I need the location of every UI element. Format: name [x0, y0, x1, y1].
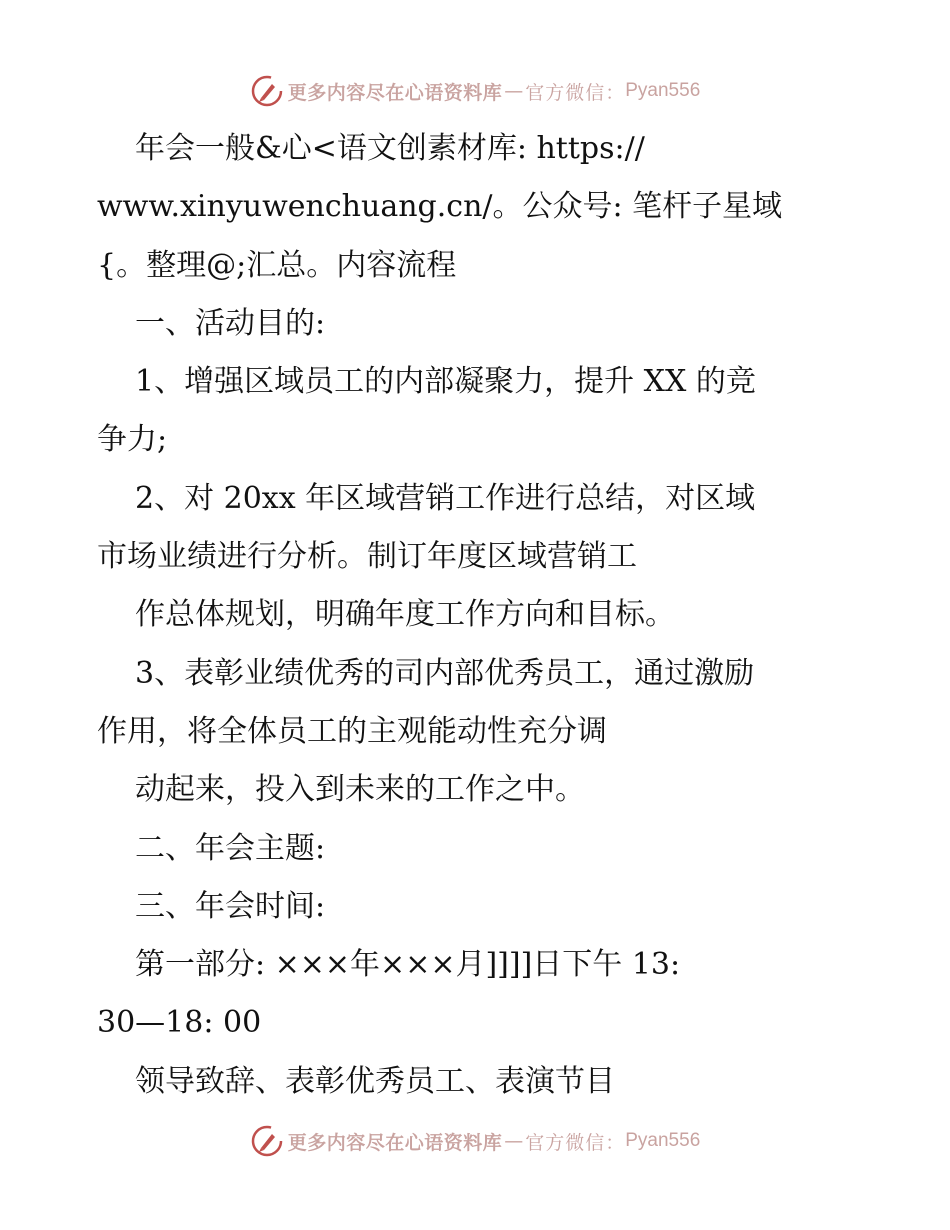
- banner-dash: —: [504, 1130, 524, 1152]
- document-body: [97, 120, 837, 1111]
- banner-official-label: 官方微信：: [525, 1131, 626, 1154]
- text-line: 3、表彰业绩优秀的司内部优秀员工，通过激励: [135, 655, 755, 691]
- text-line: 2、对 20xx 年区域营销工作进行总结，对区域: [135, 480, 756, 516]
- text-line: 领导致辞、表彰优秀员工、表演节目: [135, 1063, 615, 1099]
- text-line: 作总体规划，明确年度工作方向和目标。: [135, 597, 675, 633]
- text-line: 作用，将全体员工的主观能动性充分调: [97, 713, 607, 749]
- text-line: 年会一般&心<语文创素材库: https://: [135, 131, 645, 166]
- banner-slogan: 更多内容尽在心语资料库: [287, 1131, 503, 1154]
- text-line: 30—18: 00: [97, 1005, 262, 1041]
- header-banner: [0, 71, 950, 111]
- pen-icon: [250, 74, 284, 108]
- section-heading: 三、年会时间:: [135, 888, 326, 924]
- section-heading: 二、年会主题:: [135, 830, 326, 866]
- footer-banner: [0, 1121, 950, 1161]
- text-line: 争力;: [97, 422, 168, 458]
- section-heading: 一、活动目的:: [135, 305, 326, 341]
- text-line: {。整理@;汇总。内容流程: [97, 247, 457, 283]
- text-line: 市场业绩进行分析。制订年度区域营销工: [97, 539, 637, 575]
- pen-icon: [250, 1124, 284, 1158]
- banner-wechat-id: Pyan556: [625, 1130, 701, 1151]
- text-line: 第一部分: ×××年×××月]]]]日下午 13:: [135, 947, 681, 983]
- text-line: 1、增强区域员工的内部凝聚力，提升 XX 的竞: [135, 364, 756, 400]
- text-line: 动起来，投入到未来的工作之中。: [135, 772, 585, 808]
- text-line: www.xinyuwenchuang.cn/。公众号: 笔杆子星域: [97, 189, 783, 225]
- banner-slogan: 更多内容尽在心语资料库: [287, 81, 503, 104]
- banner-wechat-id: Pyan556: [625, 80, 701, 101]
- banner-dash: —: [504, 80, 524, 102]
- banner-official-label: 官方微信：: [525, 81, 626, 104]
